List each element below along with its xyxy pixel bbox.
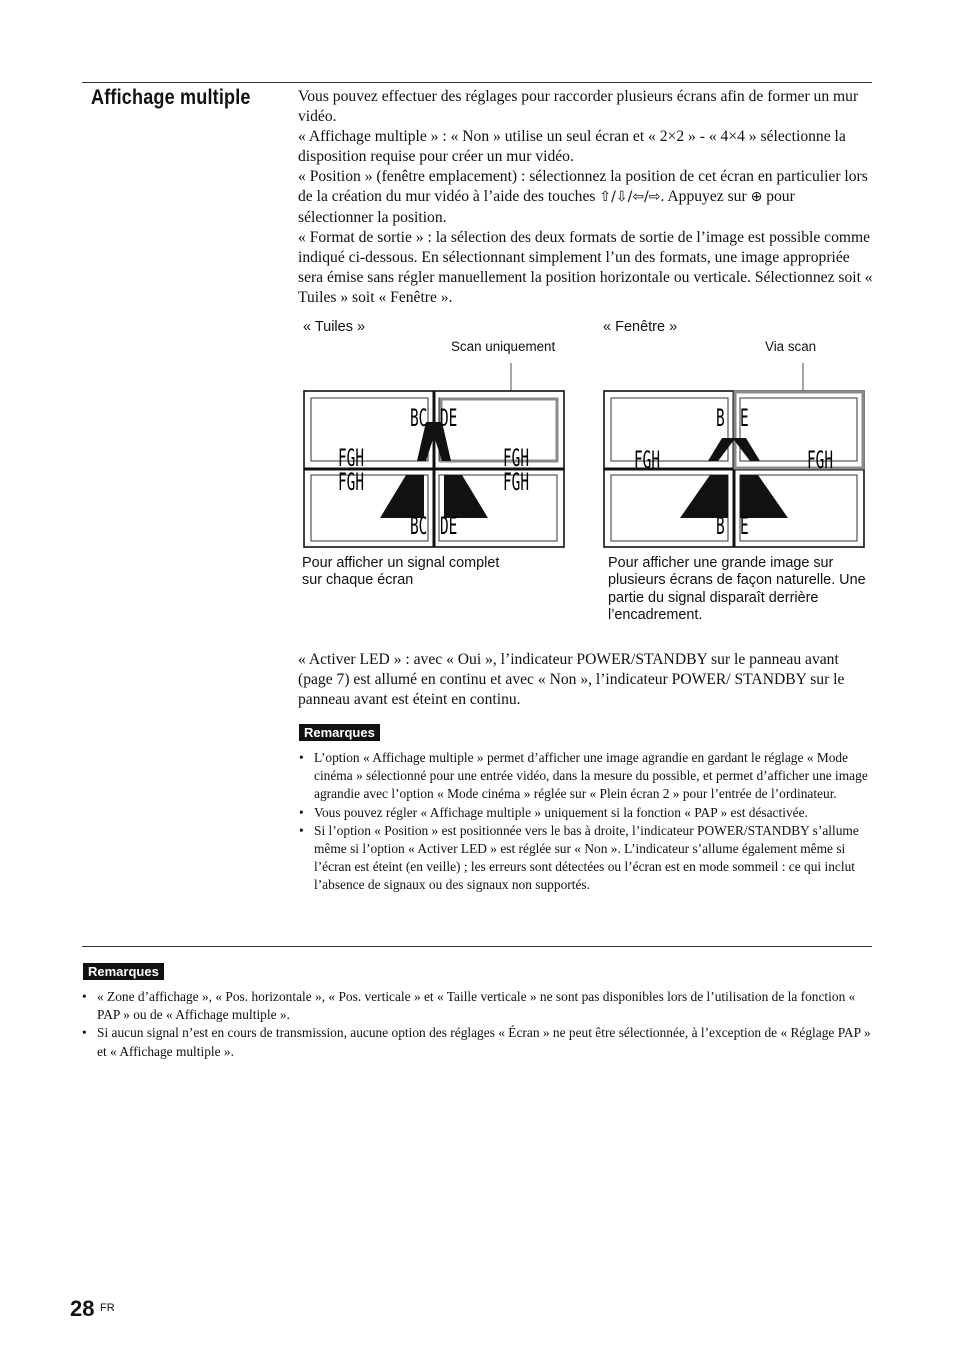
outer-remark-item: • « Zone d’affichage », « Pos. horizontale », « Pos. verticale » et « Taille verticale » ne sont pas disponibles lors de l’utilisation de la fonction « PAP » ou de « Affichage multiple ». <box>81 988 873 1024</box>
scan-only-label: Scan uniquement <box>451 339 556 354</box>
window-label-e-top: E <box>740 404 749 433</box>
output-format-paragraph: « Format de sortie » : la sélection des deux formats de sortie de l’image est possible comme indiqué ci-dessous. En sélectionnant simplement l’un des formats, une image appropriée sera émise sans régler manuellement la position horizontale ou verticale. Sélectionnez soit « Tuiles » soit « Fenêtre ». <box>298 228 873 306</box>
language-code: FR <box>100 1302 115 1314</box>
outer-remark-item: • Si aucun signal n’est en cours de transmission, aucune option des réglages « Écran » ne peut être sélectionnée, à l’exception de « Réglage PAP » et « Affichage multiple ». <box>81 1024 873 1060</box>
outer-remarks-list <box>81 988 873 1061</box>
window-diagram <box>600 360 868 550</box>
remarks-badge: Remarques <box>299 724 380 741</box>
body-text <box>298 87 874 308</box>
section-title: Affichage multiple <box>91 86 251 109</box>
position-text-2: . Appuyez sur <box>660 188 747 206</box>
remark-item: • Si l’option « Position » est positionnée vers le bas à droite, l’indicateur POWER/STANDBY s’allume même si l’option « Activer LED » est réglée sur « Non ». L’indicateur s’allume également même si l’écran est éteint (en veille) ; les erreurs sont détectées ou l’écran est en mode sommeil : ce qui inclut l’absence de signaux ou des signaux non supportés. <box>298 822 872 895</box>
tiles-label-mid-l: FGH <box>338 444 365 473</box>
bottom-rule <box>82 946 872 947</box>
led-paragraph: « Activer LED » : avec « Oui », l’indicateur POWER/STANDBY sur le panneau avant (page 7) est allumé en continu et avec « Non », l’indicateur POWER/ STANDBY sur le panneau avant est éteint en continu. <box>298 651 845 709</box>
tiles-title: « Tuiles » <box>303 319 366 335</box>
tiles-label-mid-l2: FGH <box>338 468 365 497</box>
remark-item: • L’option « Affichage multiple » permet d’afficher une image agrandie en gardant le réglage « Mode cinéma » sélectionné pour une entrée vidéo, dans la mesure du possible, et permet d’afficher une image agrandie avec l’option « Mode cinéma » réglée sur « Plein écran 2 » pour l’entrée de l’ordinateur. <box>298 749 872 804</box>
top-rule <box>82 82 872 83</box>
window-label-b-bottom: B <box>716 512 725 541</box>
position-paragraph <box>298 167 874 227</box>
window-title: « Fenêtre » <box>603 319 678 335</box>
enter-button-icon: ⊕ <box>750 189 763 206</box>
tiles-label-mid-r2: FGH <box>503 468 530 497</box>
outer-remarks-badge: Remarques <box>83 963 164 980</box>
tiles-label-br: DE <box>440 512 458 541</box>
tiles-label-mid-r: FGH <box>503 444 530 473</box>
tiles-label-tr: DE <box>440 404 458 433</box>
tiles-caption: Pour afficher un signal complet sur chaque écran <box>302 555 500 589</box>
window-label-mid-l: FGH <box>634 446 661 475</box>
arrow-keys-icon: ⇧/⇩/⇦/⇨ <box>599 189 661 206</box>
window-caption: Pour afficher une grande image sur plusieurs écrans de façon naturelle. Une partie du signal disparaît derrière l’encadrement. <box>608 555 866 623</box>
tiles-diagram <box>300 360 568 550</box>
remarks-list <box>298 749 872 895</box>
intro-paragraph: Vous pouvez effectuer des réglages pour raccorder plusieurs écrans afin de former un mur vidéo. <box>298 88 859 126</box>
position-text-1: « Position » (fenêtre emplacement) : sélectionnez la position de cet écran en particulier lors de la création du mur vidéo à l’aide des touches <box>298 168 868 206</box>
window-label-b-top: B <box>716 404 725 433</box>
remark-item: • Vous pouvez régler « Affichage multiple » uniquement si la fonction « PAP » est désactivée. <box>298 804 872 822</box>
page-number: 28 <box>70 1296 95 1321</box>
multi-display-paragraph: « Affichage multiple » : « Non » utilise un seul écran et « 2×2 » - « 4×4 » sélectionne la disposition requise pour créer un mur vidéo. <box>298 128 846 166</box>
position-text-3: pour sélectionner la position. <box>298 188 795 226</box>
tiles-label-bl: BC <box>410 512 428 541</box>
window-label-mid-r: FGH <box>807 446 834 475</box>
via-scan-label: Via scan <box>765 339 817 354</box>
tiles-label-tl: BC <box>410 404 428 433</box>
window-label-e-bottom: E <box>740 512 749 541</box>
